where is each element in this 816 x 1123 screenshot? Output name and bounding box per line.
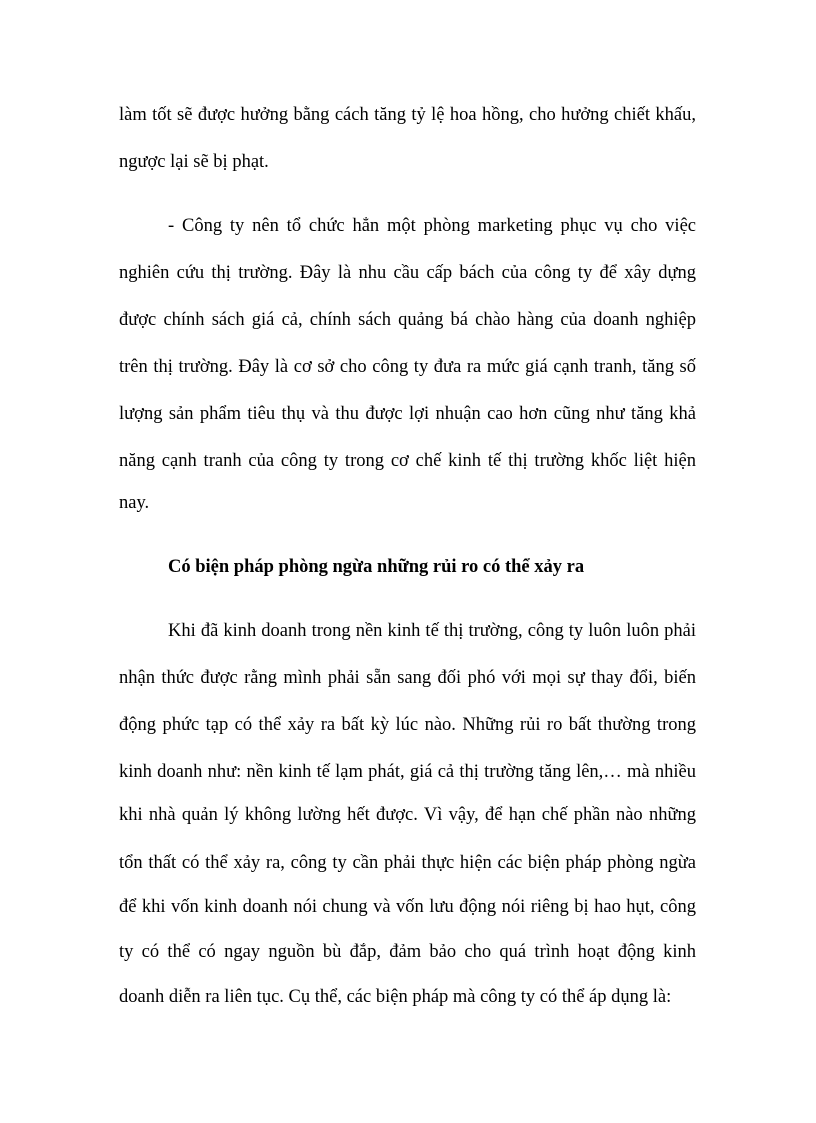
paragraph-2-line-3: được chính sách giá cả, chính sách quảng bá chào hàng của doanh nghiệp — [119, 310, 696, 330]
paragraph-3-line-9: doanh diễn ra liên tục. Cụ thể, các biện pháp mà công ty có thể áp dụng là: — [119, 987, 672, 1007]
paragraph-2-line-4: trên thị trường. Đây là cơ sở cho công ty đưa ra mức giá cạnh tranh, tăng số — [119, 357, 696, 377]
paragraph-3-line-2: nhận thức được rằng mình phải sẵn sang đối phó với mọi sự thay đổi, biến — [119, 668, 696, 688]
paragraph-1-line-2: ngược lại sẽ bị phạt. — [119, 152, 269, 172]
paragraph-1-line-1: làm tốt sẽ được hưởng bằng cách tăng tỷ lệ hoa hồng, cho hưởng chiết khấu, — [119, 105, 696, 125]
paragraph-2-line-6: năng cạnh tranh của công ty trong cơ chế kinh tế thị trường khốc liệt hiện — [119, 451, 696, 471]
paragraph-3-line-5: khi nhà quản lý không lường hết được. Vì vậy, để hạn chế phần nào những — [119, 805, 696, 825]
paragraph-3-line-7: để khi vốn kinh doanh nói chung và vốn lưu động nói riêng bị hao hụt, công — [119, 897, 696, 917]
section-heading: Có biện pháp phòng ngừa những rủi ro có thể xảy ra — [168, 557, 585, 577]
paragraph-3-line-8: ty có thể có ngay nguồn bù đắp, đảm bảo cho quá trình hoạt động kinh — [119, 942, 696, 962]
paragraph-2-line-1: - Công ty nên tổ chức hẳn một phòng marketing phục vụ cho việc — [168, 216, 696, 236]
paragraph-2-line-7: nay. — [119, 493, 150, 513]
paragraph-3-line-3: động phức tạp có thể xảy ra bất kỳ lúc nào. Những rủi ro bất thường trong — [119, 715, 696, 735]
paragraph-2-line-2: nghiên cứu thị trường. Đây là nhu cầu cấp bách của công ty để xây dựng — [119, 263, 696, 283]
paragraph-2-line-5: lượng sản phẩm tiêu thụ và thu được lợi nhuận cao hơn cũng như tăng khả — [119, 404, 696, 424]
paragraph-3-line-6: tổn thất có thể xảy ra, công ty cần phải thực hiện các biện pháp phòng ngừa — [119, 853, 696, 873]
paragraph-3-line-1: Khi đã kinh doanh trong nền kinh tế thị trường, công ty luôn luôn phải — [168, 621, 696, 641]
paragraph-3-line-4: kinh doanh như: nền kinh tế lạm phát, giá cả thị trường tăng lên,… mà nhiều — [119, 762, 696, 782]
